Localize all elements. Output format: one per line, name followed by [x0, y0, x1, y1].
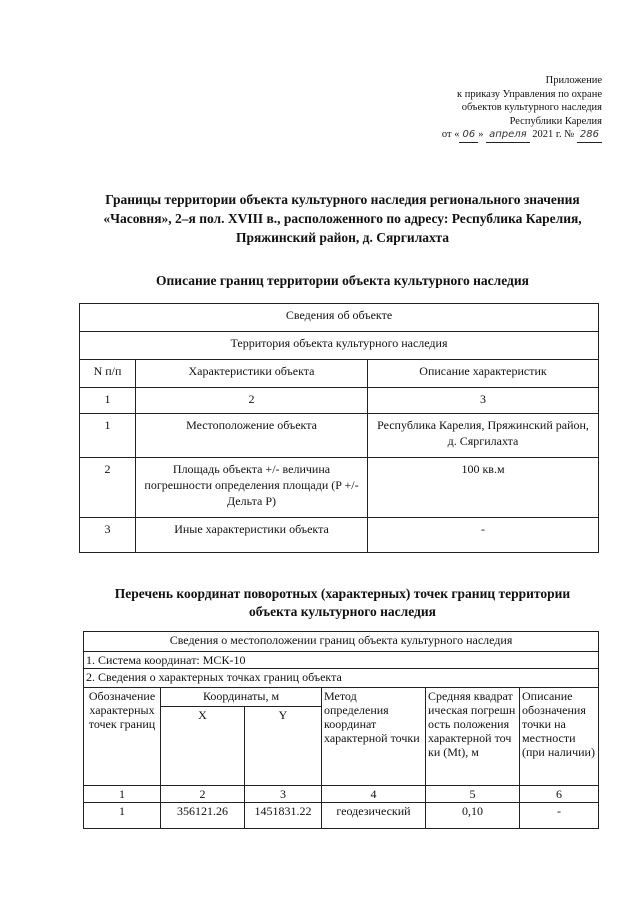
coord-system-row	[84, 652, 599, 669]
section2-heading	[60, 585, 625, 621]
description-cell: -	[368, 518, 599, 553]
appendix-line: Приложение	[545, 75, 602, 86]
title-line: Границы территории объекта культурного наследия регионального значения	[105, 192, 580, 207]
row-number: 3	[80, 518, 136, 553]
table-header-row	[80, 332, 599, 360]
table-numbering-row	[84, 786, 599, 803]
column-header-y: Y	[245, 707, 322, 786]
column-number: 2	[136, 388, 368, 414]
table-row	[84, 803, 599, 829]
description-cell: 100 кв.м	[368, 458, 599, 518]
table-header: Сведения о местоположении границ объекта культурного наследия	[84, 632, 599, 652]
point-description: -	[520, 803, 599, 829]
column-number: 2	[161, 786, 245, 803]
column-number: 4	[322, 786, 426, 803]
date-month: апреля	[486, 128, 530, 143]
section1-heading: Описание границ территории объекта культурного наследия	[156, 273, 529, 288]
table-column-headers	[80, 360, 599, 388]
object-info-table	[79, 303, 599, 553]
appendix-line: Республики Карелия	[509, 115, 602, 127]
description-cell: Республика Карелия, Пряжинский район, д. Сяргилахта	[368, 414, 599, 458]
column-header: Средняя квадратическая погрешность положения характерной точки (Mt), м	[426, 688, 520, 786]
appendix-line: к приказу Управления по охране	[457, 88, 602, 100]
table-header-row	[84, 632, 599, 652]
table-subheader: Территория объекта культурного наследия	[80, 332, 599, 360]
appendix-date-line	[382, 128, 602, 143]
table-row	[80, 518, 599, 553]
column-number: 1	[80, 388, 136, 414]
points-header-row	[84, 669, 599, 688]
date-mid: »	[478, 129, 484, 140]
date-day: 06	[459, 128, 478, 143]
table-header: Сведения об объекте	[80, 304, 599, 332]
column-header: Описание характеристик	[368, 360, 599, 388]
point-designation: 1	[84, 803, 161, 829]
coord-x: 356121.26	[161, 803, 245, 829]
column-header: Характеристики объекта	[136, 360, 368, 388]
characteristic-cell: Иные характеристики объекта	[136, 518, 368, 553]
characteristic-cell: Местоположение объекта	[136, 414, 368, 458]
column-number: 1	[84, 786, 161, 803]
heading-line: Перечень координат поворотных (характерных) точек границ территории	[114, 586, 571, 601]
column-number: 3	[245, 786, 322, 803]
characteristic-cell: Площадь объекта +/- величина погрешности определения площади (P +/- Дельта P)	[136, 458, 368, 518]
heading-line: объекта культурного наследия	[249, 604, 436, 619]
accuracy-cell: 0,10	[426, 803, 520, 829]
title-line: Пряжинский район, д. Сяргилахта	[235, 230, 449, 245]
table-numbering-row	[80, 388, 599, 414]
table-row	[80, 414, 599, 458]
column-number: 3	[368, 388, 599, 414]
document-title	[60, 190, 625, 247]
column-header: Описание обозначения точки на местности (при наличии)	[520, 688, 599, 786]
column-header: Координаты, м	[161, 688, 322, 707]
points-header: 2. Сведения о характерных точках границ объекта	[84, 669, 599, 688]
column-number: 5	[426, 786, 520, 803]
coordinates-table	[83, 631, 599, 829]
table-header-row	[80, 304, 599, 332]
column-header: Обозначение характерных точек границ	[84, 688, 161, 786]
appendix-block	[382, 74, 602, 143]
column-number: 6	[520, 786, 599, 803]
date-number: 286	[577, 128, 602, 143]
column-header: N п/п	[80, 360, 136, 388]
method-cell: геодезический	[322, 803, 426, 829]
appendix-line: объектов культурного наследия	[461, 102, 602, 113]
table-row	[80, 458, 599, 518]
table-column-headers	[84, 688, 599, 707]
column-header: Метод определения координат характерной точки	[322, 688, 426, 786]
column-header-x: X	[161, 707, 245, 786]
row-number: 1	[80, 414, 136, 458]
date-year: 2021 г. №	[532, 129, 575, 140]
title-line: «Часовня», 2–я пол. XVIII в., расположенного по адресу: Республика Карелия,	[103, 211, 582, 226]
row-number: 2	[80, 458, 136, 518]
coord-y: 1451831.22	[245, 803, 322, 829]
coord-system: 1. Система координат: МСК-10	[84, 652, 599, 669]
date-prefix: от «	[441, 129, 460, 140]
